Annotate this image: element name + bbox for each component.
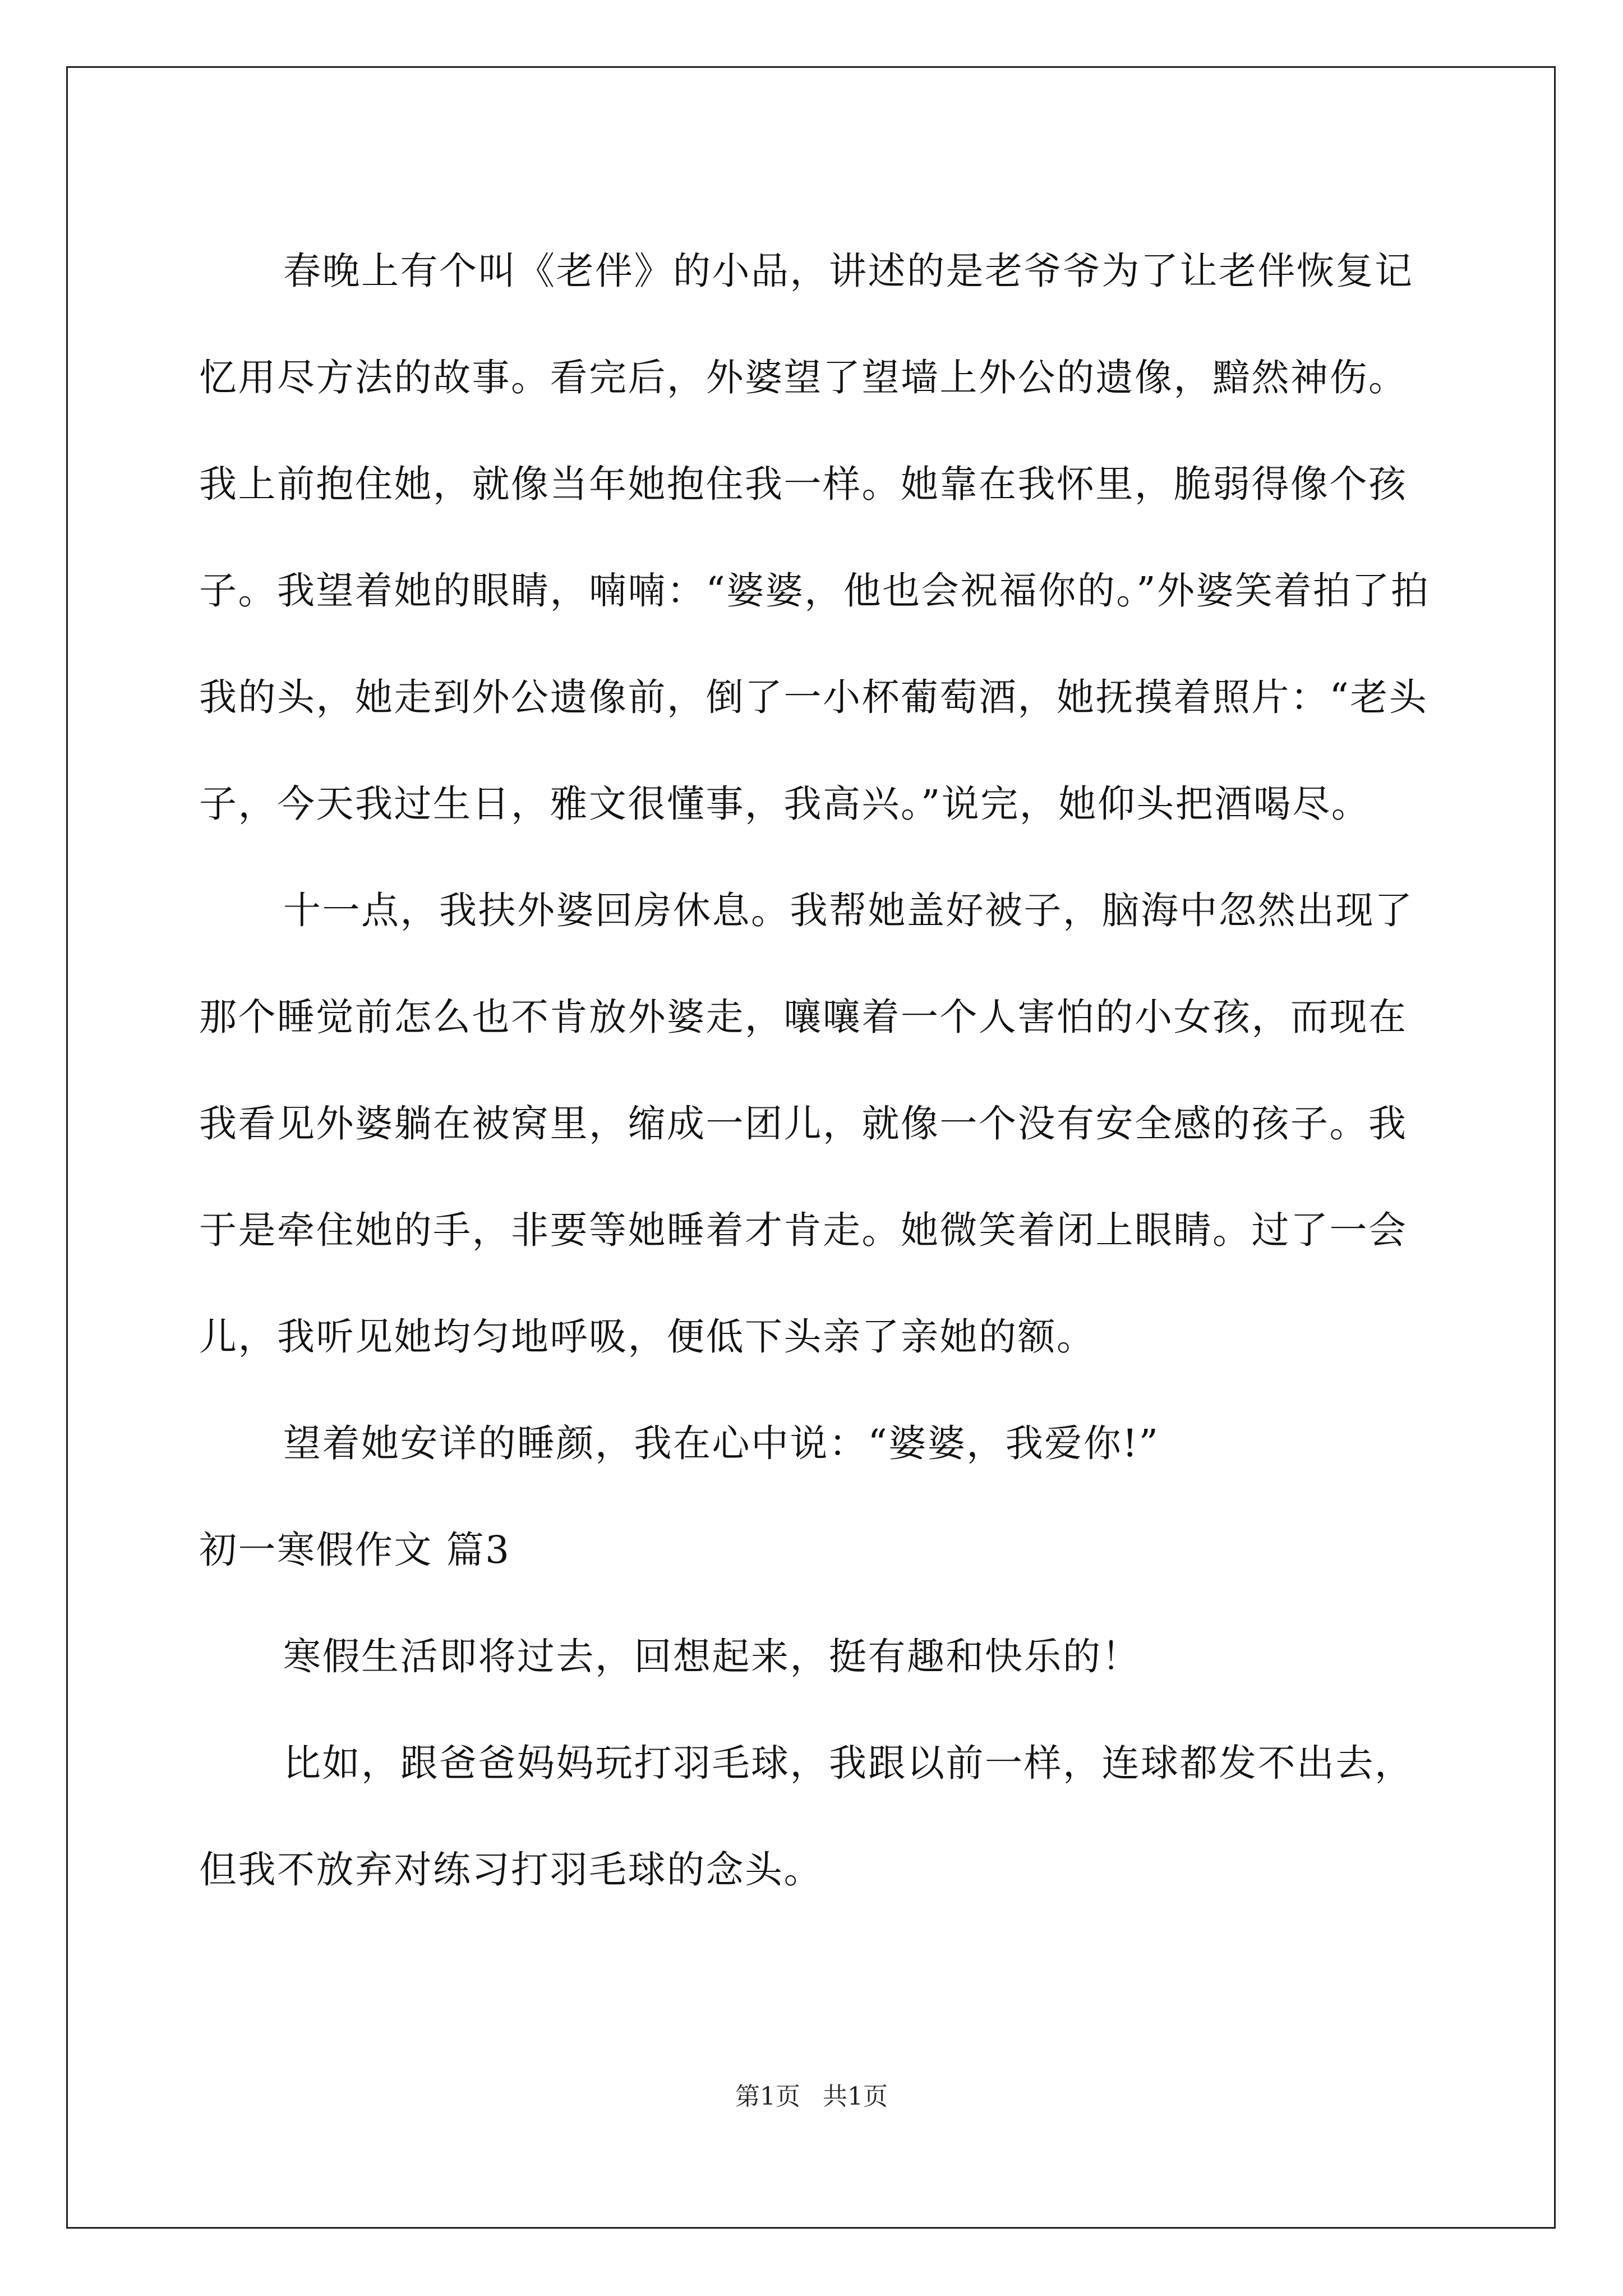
paragraph-2: 十一点，我扶外婆回房休息。我帮她盖好被子，脑海中忽然出现了那个睡觉前怎么也不肯放外婆走，嚷嚷着一个人害怕的小女孩，而现在我看见外婆躺在被窝里，缩成一团儿，就像一个没有安全感的孩子。我于是牵住她的手，非要等她睡着才肯走。她微笑着闭上眼睛。过了一会儿，我听见她均匀地呼吸，便低下头亲了亲她的额。 <box>199 889 1414 1359</box>
paragraph-3: 望着她安详的睡颜，我在心中说：“婆婆，我爱你!” <box>283 1421 1160 1465</box>
page-number: 第1页 <box>735 2082 800 2111</box>
paragraph-5: 比如，跟爸爸妈妈玩打羽毛球，我跟以前一样，连球都发不出去，但我不放弃对练习打羽毛球的念头。 <box>199 1741 1414 1892</box>
paragraph-1: 春晚上有个叫《老伴》的小品，讲述的是老爷爷为了让老伴恢复记忆用尽方法的故事。看完后，外婆望了望墙上外公的遗像，黯然神伤。我上前抱住她，就像当年她抱住我一样。她靠在我怀里，脆弱得像个孩子。我望着她的眼睛，喃喃：“婆婆，他也会祝福你的。”外婆笑着拍了拍我的头，她走到外公遗像前，倒了一小杯葡萄酒，她抚摸着照片：“老头子，今天我过生日，雅文很懂事，我高兴。”说完，她仰头把酒喝尽。 <box>199 249 1430 826</box>
page-total: 共1页 <box>823 2082 888 2111</box>
section-heading: 初一寒假作文 篇3 <box>199 1528 511 1572</box>
document-body <box>199 218 1433 1923</box>
paragraph-4: 寒假生活即将过去，回想起来，挺有趣和快乐的！ <box>283 1635 1141 1678</box>
page-footer <box>0 2080 1623 2114</box>
